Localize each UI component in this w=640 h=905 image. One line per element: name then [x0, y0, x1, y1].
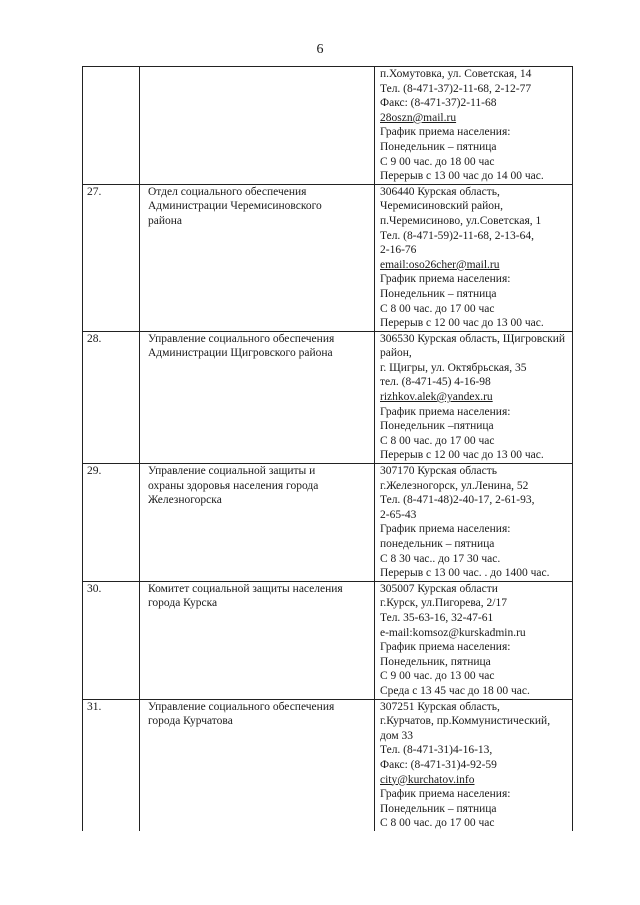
offices-table [82, 66, 573, 831]
contact-line: понедельник – пятница [380, 538, 495, 550]
contact-line: Факс: (8-471-31)4-92-59 [380, 758, 497, 771]
row-number: 28. [83, 331, 140, 463]
table-row [83, 699, 573, 831]
office-contacts [375, 184, 573, 331]
contact-line: Перерыв с 13 00 час. . до 1400 час. [380, 567, 550, 580]
contact-line: г.Железногорск, ул.Ленина, 52 [380, 479, 529, 492]
table-row [83, 67, 573, 185]
table-row [83, 184, 573, 331]
email-link[interactable]: email:oso26cher@mail.ru [380, 258, 500, 271]
office-name-line: Управление социальной защиты и [148, 465, 316, 478]
contact-line: Перерыв с 12 00 час до 13 00 час. [380, 317, 544, 330]
contact-line: Понедельник – пятница [380, 140, 497, 153]
email-link[interactable]: rizhkov.alek@yandex.ru [380, 391, 493, 404]
contact-line: Тел. (8-471-37)2-11-68, 2-12-77 [380, 82, 532, 95]
row-number: 29. [83, 464, 140, 582]
contact-line: 307251 Курская область, [380, 700, 500, 713]
office-name-line: района [148, 214, 183, 227]
office-name [140, 699, 375, 831]
contact-line: График приема населения: [380, 405, 511, 418]
contact-line: Тел. (8-471-48)2-40-17, 2-61-93, [380, 494, 535, 507]
row-number: 31. [83, 699, 140, 831]
contact-line: График приема населения: [380, 788, 511, 801]
office-name [140, 67, 375, 185]
email-link[interactable]: city@kurchatov.info [380, 773, 475, 786]
table-row [83, 331, 573, 463]
contact-line: С 9 00 час. до 18 00 час [380, 155, 495, 168]
office-name [140, 184, 375, 331]
contact-line: Понедельник – пятница [380, 287, 497, 300]
contact-line: Понедельник –пятница [380, 420, 494, 433]
office-contacts [375, 67, 573, 185]
contact-line: Факс: (8-471-37)2-11-68 [380, 97, 497, 110]
page-number: 6 [316, 42, 324, 57]
contact-line: Черемисиновский район, [380, 200, 504, 213]
contact-line: С 9 00 час. до 13 00 час [380, 670, 495, 683]
contact-line: График приема населения: [380, 523, 511, 536]
office-name-line: Администрации Черемисиновского [148, 200, 322, 213]
contact-line: г.Курчатов, пр.Коммунистический, [380, 715, 551, 728]
office-name [140, 331, 375, 463]
office-name-line: города Курска [148, 597, 218, 610]
contact-line: 2-16-76 [380, 244, 417, 257]
contact-line: График приема населения: [380, 126, 511, 139]
contact-line: e-mail:komsoz@kurskadmin.ru [380, 626, 526, 639]
contact-line: Перерыв с 13 00 час до 14 00 час. [380, 170, 544, 183]
row-number: 27. [83, 184, 140, 331]
office-name-line: Управление социального обеспечения [148, 700, 335, 713]
table-row [83, 464, 573, 582]
office-name-line: Отдел социального обеспечения [148, 185, 307, 198]
contact-line: Понедельник, пятница [380, 655, 491, 668]
contact-line: п.Хомутовка, ул. Советская, 14 [380, 68, 532, 80]
contact-line: График приема населения: [380, 273, 511, 286]
contact-line: 2-65-43 [380, 508, 417, 521]
row-number [83, 67, 140, 185]
office-contacts [375, 699, 573, 831]
office-name-line: Управление социального обеспечения [148, 332, 335, 345]
contact-line: 307170 Курская область [380, 465, 497, 478]
office-name-line: Администрации Щигровского района [148, 347, 333, 360]
office-name-line: охраны здоровья населения города [148, 479, 319, 492]
contact-line: Среда с 13 45 час до 18 00 час. [380, 684, 530, 697]
contact-line: 306440 Курская область, [380, 185, 500, 198]
contact-line: С 8 30 час.. до 17 30 час. [380, 552, 501, 565]
contact-line: Тел. 35-63-16, 32-47-61 [380, 611, 494, 624]
contact-line: С 8 00 час. до 17 00 час [380, 302, 495, 315]
contact-line: п.Черемисиново, ул.Советская, 1 [380, 214, 542, 227]
contact-line: График приема населения: [380, 641, 511, 654]
contact-line: С 8 00 час. до 17 00 час [380, 817, 495, 830]
table-row [83, 581, 573, 699]
contact-line: 306530 Курская область, Щигровский [380, 332, 566, 345]
contact-line: 305007 Курская области [380, 582, 498, 595]
contact-line: Тел. (8-471-31)4-16-13, [380, 744, 493, 757]
contact-line: дом 33 [380, 729, 414, 742]
contact-line: Понедельник – пятница [380, 802, 497, 815]
office-contacts [375, 331, 573, 463]
office-name [140, 464, 375, 582]
office-contacts [375, 581, 573, 699]
office-name [140, 581, 375, 699]
contact-line: г.Курск, ул.Пигорева, 2/17 [380, 597, 507, 610]
office-contacts [375, 464, 573, 582]
row-number: 30. [83, 581, 140, 699]
contact-line: тел. (8-471-45) 4-16-98 [380, 376, 491, 389]
contact-line: Тел. (8-471-59)2-11-68, 2-13-64, [380, 229, 535, 242]
office-name-line: Железногорска [148, 494, 222, 507]
office-name-line: города Курчатова [148, 715, 233, 728]
email-link[interactable]: 28oszn@mail.ru [380, 111, 457, 124]
office-name-line: Комитет социальной защиты населения [148, 582, 343, 595]
contact-line: г. Щигры, ул. Октябрьская, 35 [380, 361, 527, 374]
contact-line: Перерыв с 12 00 час до 13 00 час. [380, 449, 544, 462]
contact-line: район, [380, 347, 412, 360]
contact-line: С 8 00 час. до 17 00 час [380, 434, 495, 447]
